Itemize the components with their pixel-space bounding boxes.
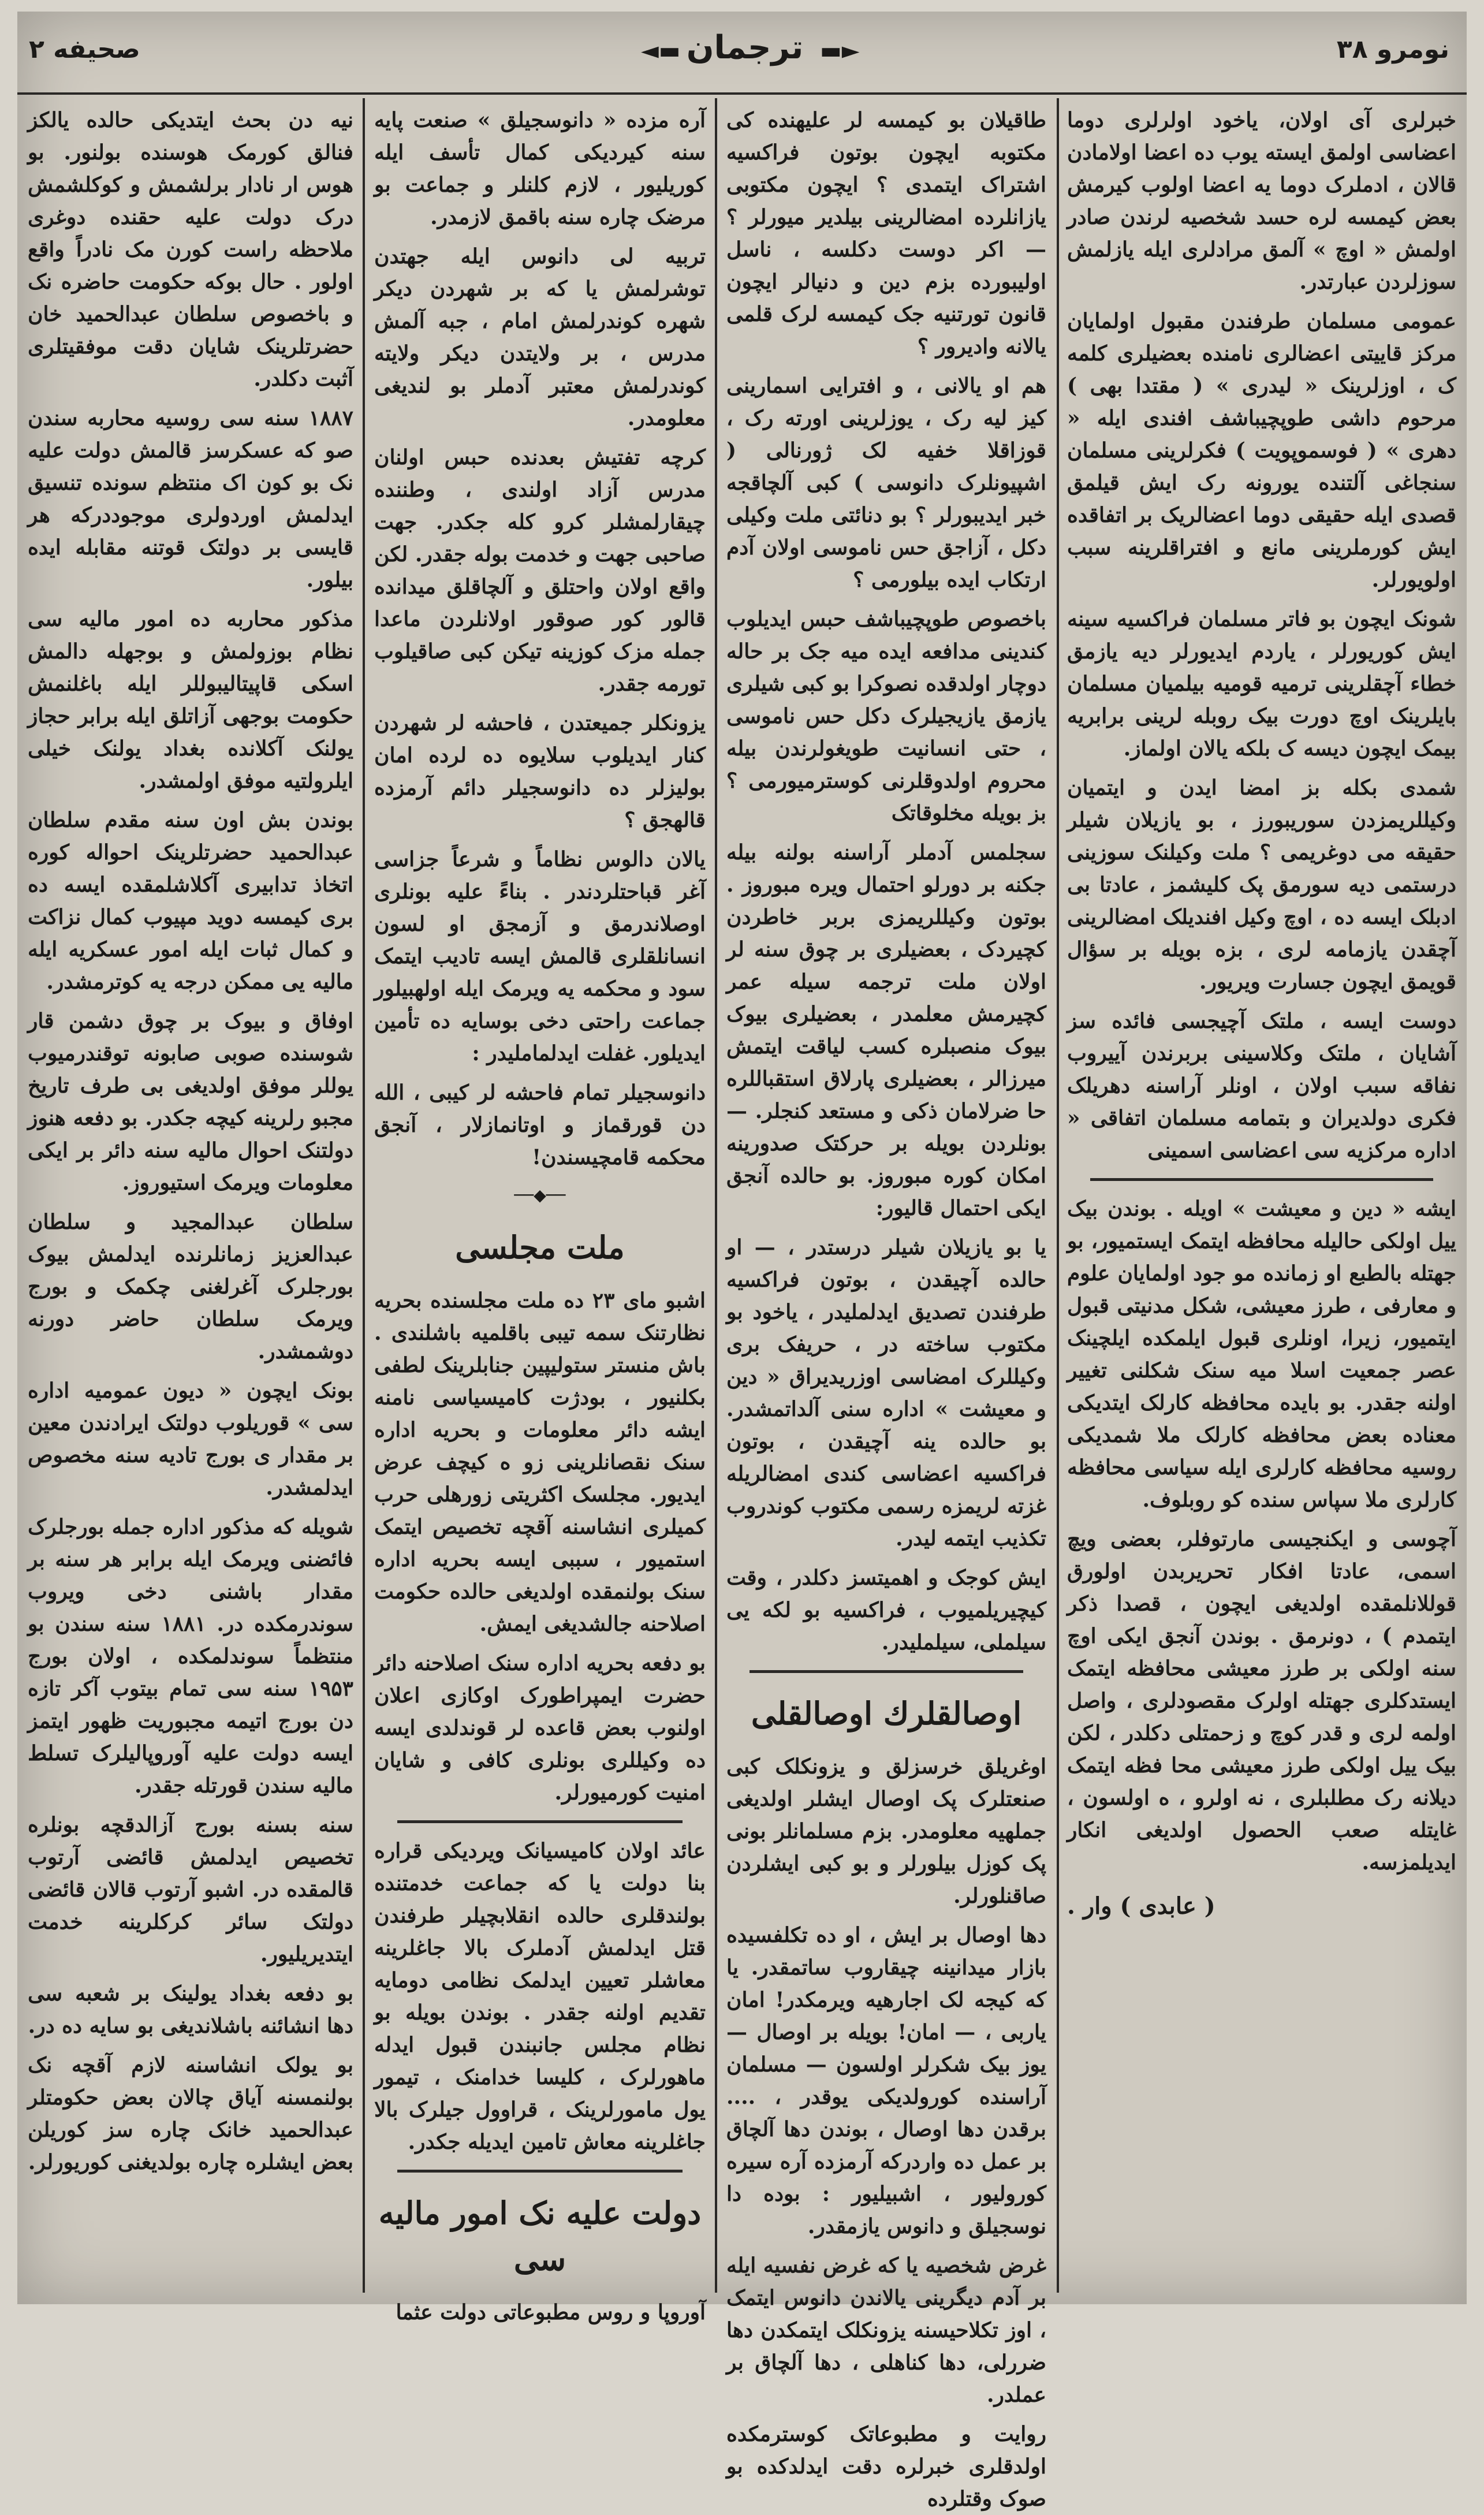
paragraph: هم او یالانی ، و افترایی اسمارینی کیز لیه رک ، یوزلرینی اورته رک ، قوزاقلا خفیه لک ژورنالی ( اشپیونلرک دانوسی ) کبی آلچاقجه خبر ایدیبورلر ؟ بو دنائتی ملت وکیلی دکل ، آزاجق حس ناموسی اولان آدم ارتکاب ایده بیلورمی ؟ — [726, 374, 1046, 592]
paragraph: عمومی مسلمان طرفندن مقبول اولمایان مرکز قاییتی اعضالری نامنده بعضیلری کلمه ک ، اوزلرینک « لیدری » ( مقتدا بهی ) مرحوم داشی طوپچیباشف افندی ایله « دهری » ( فوسموپویت ) فکرلرینی مسلمان سنجاغی آلتنده یورونه رک ایش قیلمق قصدی ایله حقیقی دوما اعضالریک بر اتفاقده ایش کورملرینی مانع و افتراقلرینه سبب اولویورلر. — [1067, 309, 1456, 592]
paragraph: سلطان عبدالمجید و سلطان عبدالعزیز زمانلرنده ایدلمش بیوک بورجلرک آغرلغنی چکمک و بورج ویرمک سلطان حاضر دورنه دوشمشدر. — [28, 1210, 353, 1363]
paragraph: آوروپا و روس مطبوعاتی دولت عثما — [396, 2300, 706, 2324]
article-columns — [17, 98, 1467, 2511]
paragraph: اشبو مای ۲۳ ده ملت مجلسنده بحریه نظارتنک سمه تیبی باقلمیه باشلندی . باش منستر ستولیپین جنابلرینک لطفی بکلنیور ، بودژت کامیسیاسی نامنه ایشه دائر معلومات و بحریه اداره سنک نقصانلرینی زو ه کیچف عرض ایدیور. مجلسک اکثریتی زورهلی حرب کمیلری انشاسنه آقچه تخصیص ایتمک استمیور ، سببی ایسه بحریه اداره سنک بولنمقده اولدیغی حالده حکومت اصلاحنه جالشدیغی ایمش. — [374, 1288, 706, 1636]
paragraph: باخصوص طوپچیباشف حبس ایدیلوب کندینی مدافعه ایده میه جک بر حاله دوچار اولدقده نصوکرا بو کبی شیلری یازمق یازیجیلرک دکل حس ناموسی ، حتی انسانیت طویغولرندن بیله محروم اولدوقلرنی کوسترمیورمی ؟ بز بویله مخلوقاتک — [726, 607, 1046, 825]
section-rule — [750, 1670, 1023, 1673]
paragraph: بو دفعه بغداد یولینک بر شعبه سی دها انشائنه باشلاندیغی بو سایه ده در. — [28, 1981, 353, 2038]
paragraph: آچوسی و ایکنجیسی مارتوفلر، بعضی ویچ اسمی، عادتا افکار تحریربدن اولورق قوللانلمقده اولدیغی ایچون ، قصدا ذکر ایتمدم ) ، دونرمق . بوندن آنجق ایکی اوچ سنه اولکی بر طرز معیشی محافظه ایتمک ایستدکلری جهتله اولرک مقصودلری ، واصل اولمه لری و قدر کوچ و زحمتلی دکلدر ، لکن بیک ییل اولکی طرز معیشی محا فظه ایتمک دیلانه رک مطلبلری ، نه اولرو ، ه اولسون ، غایتله صعب الحصول اولدیغی انکار ایدیلمزسه. — [1067, 1527, 1456, 1875]
ornament-right-icon: ▬► — [820, 38, 860, 64]
column-4 — [17, 98, 364, 2293]
paragraph: کرچه تفتیش بعدنده حبس اولنان مدرس آزاد اولندی ، وطننده چیقارلمشلر کرو کله جکدر. جهت صاحبی جهت و خدمت بوله جقدر. لکن واقع اولان واحتلق و آلچاقلق میدانده قالور کور صوقور اولانلردن ماعدا جمله مزک کوزینه تیکن کبی صاقیلوب تورمه جقدر. — [374, 445, 706, 696]
paragraph: ایشه « دین و معیشت » اویله . بوندن بیک ییل اولکی حالیله محافظه ایتمک ایستمیور، بو جهتله بالطبع او زمانده مو جود اولمایان علوم و معارفی ، طرز معیشی، شکل مدنیتی قبول ایتمیور، زیرا، اونلری قبول ایلمکده ایلچینک عصر جمعیت اسلا میه سنک شکلنی تغییر اولنه جقدر. بو بایده محافظه کارلک ایتدیکی معناده بعض محافظه کارلک ملا شمدیکی روسیه محافظه کارلری ایله سیاسی محافظه کارلری ملا سپاس سنده کو روبلوف. — [1067, 1197, 1456, 1512]
page-number: صحیفه ۲ — [29, 35, 140, 64]
paragraph: اوفاق و بیوک بر چوق دشمن قار شوسنده صوبی صابونه توقندرمیوب یوللر موفق اولدیغی بی طرف تاریخ مجبو رلرینه کیچه جکدر. بو دفعه هنوز دولتنک احوال مالیه سنه دائر بر ایکی معلومات ویرمک استیوروز. — [28, 1009, 353, 1195]
paragraph: سنه بسنه بورج آزالدقچه بونلره تخصیص ایدلمش قائضی آرتوب قالمقده در. اشبو آرتوب قالان قائضی دولتک سائر کرکلرینه خدمت ایتدیریلیور. — [28, 1813, 353, 1966]
paragraph: بو دفعه بحریه اداره سنک اصلاحنه دائر حضرت ایمپراطورک اوکازی اعلان اولنوب بعض قاعده لر قوندلدی ایسه ده وکیللری بونلری کافی و شایان امنیت کورمیورلر. — [374, 1651, 706, 1805]
paragraph: بونک ایچون « دیون عمومیه اداره سی » قوریلوب دولتک ایرادندن معین بر مقدار ی بورج تادیه سنه مخصوص ایدلمشدر. — [28, 1378, 353, 1500]
section-rule — [397, 2170, 683, 2173]
paragraph: اوغریلق خرسزلق و یزونکلک کبی صنعتلرک پک اوصال ایشلر اولدیغی جملهیه معلومدر. بزم مسلمانلر بونی پک کوزل بیلورلر و بو کبی ایشلردن صاقنلورلر. — [726, 1754, 1046, 1908]
paragraph: روایت و مطبوعاتک کوسترمکده اولدقلری خبرلره دقت ایدلدکده بو صوک وقتلرده — [726, 2422, 1046, 2511]
article-heading: دولت علیه نک امور مالیه سی — [378, 2194, 702, 2278]
paragraph: یا بو یازیلان شیلر درستدر ، — او حالده آچیقدن ، بوتون فراکسیه طرفندن تصدیق ایدلملیدر ، یاخود بو مکتوب ساخته در ، حریفک بری وکیللرک امضاسی اوزریدیراق « دین و معیشت » اداره سنی آلداتمشدر. بو حالده ینه آچیقدن ، بوتون فراکسیه اعضاسی کندی امضالریله غزته لریمزه رسمی مکتوب کوندروب تکذیب ایتمه لیدر. — [726, 1235, 1046, 1551]
paragraph: شمدی بکله بز امضا ایدن و ایتمیان وکیللریمزدن سوریبورز ، بو یازیلان شیلر حقیقه می دوغریمی ؟ ملت وکیلنک سوزینی درستمی دیه سورمق پک کلیشمز ، عادتا بی ادبلک ایسه ده ، اوچ وکیل افندیلک امضالرینی آچقدن یازمامه لری ، بزه بویله بر سؤال قویمق ایچون جسارت ویریور. — [1067, 776, 1456, 994]
paragraph: دوست ایسه ، ملتک آچیجسی فائده سز آشایان ، ملتک وکلاسینی بربرندن آییروب نفاقه سبب اولان ، اونلر آراسنه دهریلک فکری دولدیران و بتمامه مسلمان اتفاقی « اداره مرکزیه سی اعضاسی اسمینی — [1067, 1009, 1456, 1163]
paragraph: ۱۸۸۷ سنه سی روسیه محاربه سندن صو که عسکرسز قالمش دولت علیه نک بو کون اک منتظم سونده تنسیق ایدلمش اوردولری موجوددرکه هر قایسی بر دولتک قوتنه مقابله ایده بیلور. — [28, 406, 353, 592]
paragraph: نیه دن بحث ایتدیکی حالده یالکز فنالق کورمک هوسنده بولنور. بو هوس ار نادار برلشمش و کوکلشمش درک دولت علیه حقنده دوغری ملاحظه راست کورن مک نادراً واقع اولور . حال بوکه حکومت حاضره نک و باخصوص سلطان عبدالحمید خان حضرتلرینک شایان دقت موفقیتلری آثبت دکلدر. — [28, 108, 353, 391]
paragraph: غرض شخصیه یا که غرض نفسیه ایله بر آدم دیگرینی یالاندن دانوس ایتمک ، اوز تکلاحیسنه یزونکلک ایتمکدن دها ضررلی، دها کناهلی ، دها آلچاق بر عملدر. — [726, 2253, 1046, 2407]
ornament-left-icon: ◄▬ — [641, 38, 681, 64]
paragraph: یزونکلر جمیعتدن ، فاحشه لر شهردن کنار ایدیلوب سلایوه ده لرده امان بولیزلر ده دانوسجیلر دائم آرمزده قالهجق ؟ — [374, 711, 706, 832]
paragraph: شونک ایچون بو فاتر مسلمان فراکسیه سینه ایش کوریورلر ، یاردم ایدیورلر دیه یازمق خطاء آچقلرینی ترمیه قومیه بیلمیان مسلمان بایلرینک اوچ دورت بیک روبله لرینی برابریه بیمک ایچون دیسه ک بلکه یالان اولماز. — [1067, 607, 1456, 761]
paragraph: عائد اولان کامیسیانک ویردیکی قراره بنا دولت یا که جماعت خدمتنده بولندقلری حالده انقلابچیلر طرفندن قتل ایدلمش آدملرک بالا جاغلرینه معاشلر تعیین ایدلمک نظامی دومایه تقدیم اولنه جقدر . بوندن بویله بو نظام مجلس جانبندن قبول ایدله ماهورلرک ، کلیسا خدامنک ، تیمور یول مامورلرینک ، قراوول جیلرک بالا جاغلرینه معاش تامین ایدیله جکدر. — [374, 1839, 706, 2154]
article-heading: اوصالقلرك اوصالقلی — [751, 1695, 1022, 1732]
article-heading: ملت مجلسی — [455, 1229, 625, 1266]
masthead — [17, 12, 1467, 95]
paragraph: مذکور محاربه ده امور مالیه سی نظام بوزولمش و بوجهله دالمش اسکی قاپیتالیبوللر ایله باغلنمش حکومت بوجهی آزاتلق ایله برابر حجاز یولنک آکلانده بغداد یولنک خیلی ایلرولتیه موفق اولمشدر. — [28, 607, 353, 793]
column-2 — [716, 98, 1057, 2511]
ornament-divider: ──◆── — [514, 1186, 566, 1205]
issue-number: نومرو ۳۸ — [1336, 35, 1449, 64]
paragraph: سجلمس آدملر آراسنه بولنه بیله جکنه بر دورلو احتمال ویره مبوروز . بوتون وکیللریمزی بربر خاطردن کچیردک ، بعضیلری بر چوق سنه لر اولان ملت ترجمه سیله عمر کچیرمش معلمدر ، بعضیلری بیوک بیوک منصبلره کسب لیاقت ایتمش میرزالر ، بعضیلری پارلاق استقباللره حا ضرلامان ذکی و مستعد کنجلر. — بونلردن بویله بر حرکتک صدورینه امکان کوره مبوروز. بو حالده آنجق ایکی احتمال قالیور: — [726, 840, 1046, 1220]
paragraph: خبرلری آی اولان، یاخود اولرلری دوما اعضاسی اولمق ایسته یوب ده اعضا اولامادن قالان ، ادملرک دوما یه اعضا اولوب کیرمش بعض کیمسه لره حسد شخصیه لرندن صادر اولمش « اوچ » آلمق مرادلری ایله یازلمش سوزلردن عبارتدر. — [1067, 108, 1456, 294]
paragraph: طاقیلان بو کیمسه لر علیهنده کی مکتوبه ایچون بوتون فراکسیه اشتراک ایتمدی ؟ ایچون مکتوبی یازانلرده امضالرینی بیلدیر میورلر ؟ — اکر دوست دکلسه ، ناسل اولیبورده بزم دین و دنیالر ایچون قانون تورتنیه جک کیمسه لرک قلمی یالانه وادیرور ؟ — [726, 108, 1046, 359]
paragraph: بو یولک انشاسنه لازم آقچه نک بولنمسنه آیاق چالان بعض حکومتلر عبدالحمید خانک چاره سز کوریلن بعض ایشلره چاره بولدیغنی کوریورلر. — [28, 2053, 353, 2174]
author-signature: ( عابدی ) وار . — [1067, 1892, 1215, 1920]
column-3 — [364, 98, 716, 2324]
section-rule — [397, 1820, 683, 1823]
paragraph: ایش کوجک و اهمیتسز دکلدر ، وقت کیچیریلمیوب ، فراکسیه بو لکه یی سیلملی، سیلملیدر. — [726, 1566, 1046, 1655]
paragraph: دها اوصال بر ایش ، او ده تکلفسیده بازار میدانینه چیقاروب ساتمقدر. یا که کیجه لک اجارهیه ویرمکدر! امان یاربی ، — امان! بویله بر اوصال — یوز بیک شکرلر اولسون — مسلمان آراسنده کورولدیکی یوقدر ، .... برقدن دها اوصال ، بوندن دها آلچاق بر عمل ده واردرکه آرمزده آره سیره کورولیور ، اشبیلیور : بوده دا نوسجیلق و دانوس یازمقدر. — [726, 1923, 1046, 2238]
paragraph: تربیه لی دانوس ایله جهتدن توشرلمش یا که بر شهردن دیکر شهره کوندرلمش امام ، جبه آلمش مدرس ، بر ولایتدن دیکر ولایته کوندرلمش معتبر آدملر بو لندیغی معلومدر. — [374, 244, 706, 430]
paragraph: آره مزده « دانوسجیلق » صنعت پایه سنه کیردیکی کمال تأسف ایله کوریلیور ، لازم کلنلر و جماعت بو مرضک چاره سنه باقمق لازمدر. — [374, 108, 706, 229]
paragraph: بوندن بش اون سنه مقدم سلطان عبدالحمید حضرتلرینک احواله کوره اتخاذ تدابیری آکلاشلمقده ایسه ده بری کیمسه دوید مپیوب کمال نزاکت و کمال ثبات ایله امور عسکریه ایله مالیه یی ممکن درجه یه کوترمشدر. — [28, 808, 353, 994]
paragraph: شویله که مذکور اداره جمله بورجلرک فائضنی ویرمک ایله برابر هر سنه بر مقدار باشنی دخی ویروب سوندرمکده در. ۱۸۸۱ سنه سندن بو منتظماً سوندلمکده ، اولان بورج ۱۹۵۳ سنه سی تمام بیتوب آکر تازه دن بورج اتیمه مجبوریت ظهور ایتمز ایسه دولت علیه آوروپالیلرک تسلط مالیه سندن قورتله جقدر. — [28, 1515, 354, 1798]
column-1 — [1057, 98, 1467, 2293]
paragraph: یالان دالوس نظاماً و شرعاً جزاسی آغر قباحتلردندر . بناءً علیه بونلری اوصلاندرمق و آزمجق او لسون انسانلقلری قالمش ایسه تادیب ایتمک سود و محکمه یه ویرمک ایله اولهبیلور جماعت راحتی دخی بوسایه ده تأمین ایدیلور. غفلت ایدلماملیدر : — [374, 847, 706, 1065]
newspaper-page — [17, 12, 1467, 2511]
paragraph: دانوسجیلر تمام فاحشه لر کیبی ، الله دن قورقماز و اوتانمازلار ، آنجق محکمه قامچیسندن! — [374, 1080, 706, 1169]
newspaper-title: ترجمان — [686, 29, 804, 66]
section-rule — [1090, 1178, 1433, 1181]
